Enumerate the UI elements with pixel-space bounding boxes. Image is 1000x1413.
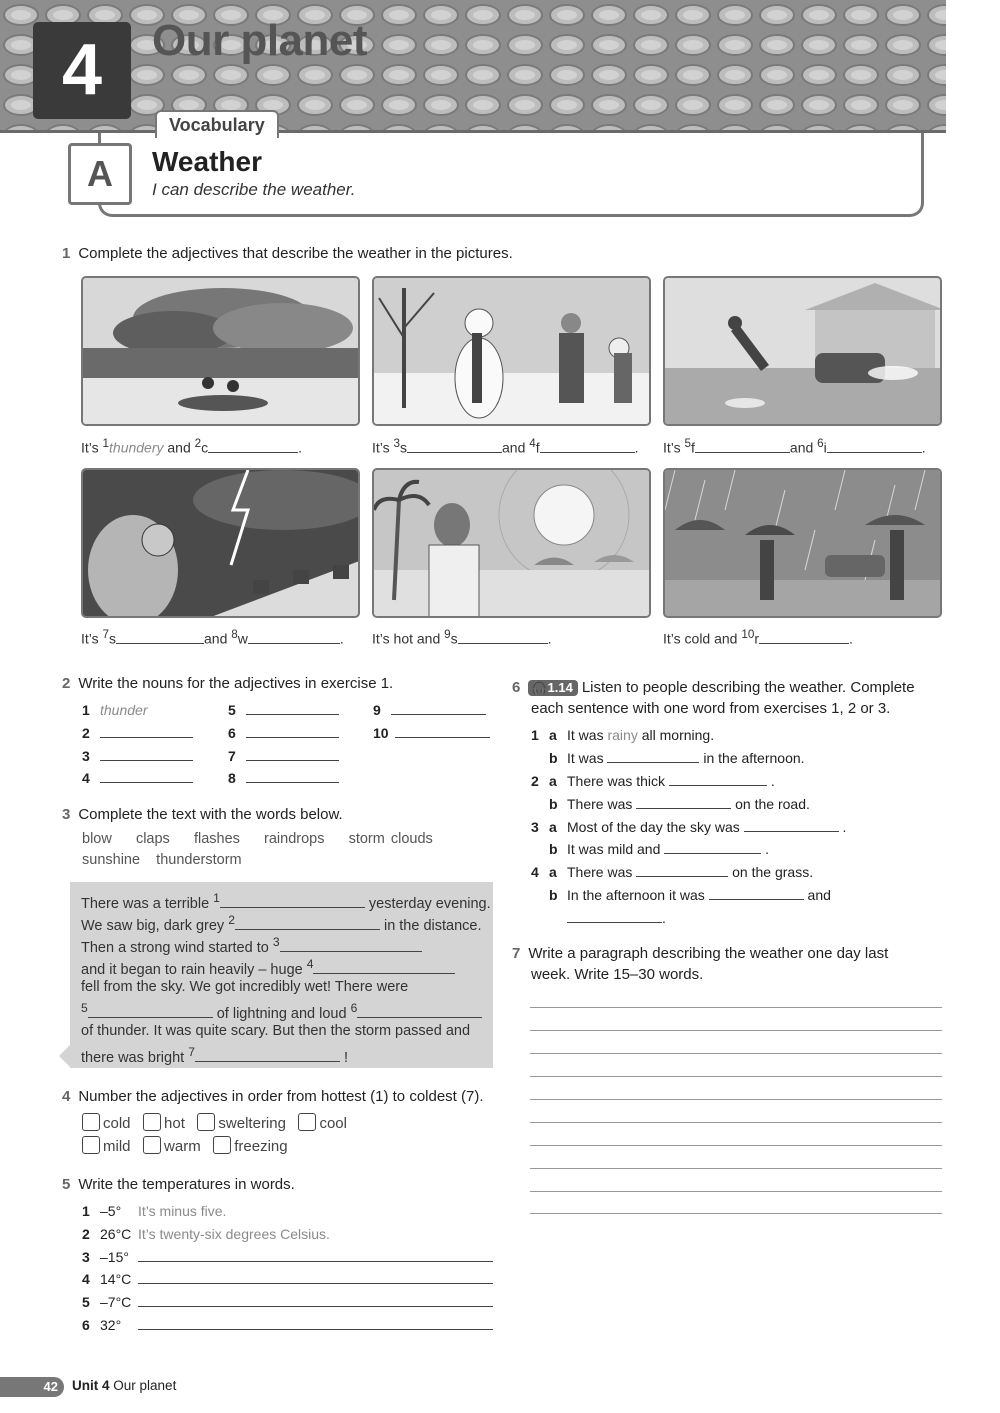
sentence-text: There was: [567, 796, 637, 812]
ex7-instruction-line-2: week. Write 15–30 words.: [531, 966, 704, 983]
item-number: 3: [82, 1249, 90, 1265]
ex6-number: 6: [512, 679, 521, 696]
sentence-text: in the afternoon.: [699, 750, 805, 766]
gap-number: 6: [350, 1001, 358, 1015]
answer-blank[interactable]: [248, 632, 340, 644]
item-number: 1: [82, 702, 90, 718]
text-fragment: Then a strong wind started to: [81, 939, 273, 956]
sentence-text: .: [766, 773, 775, 789]
text-line-1: [81, 891, 491, 912]
answer-line[interactable]: [138, 1318, 493, 1330]
word-box-line-1: [82, 831, 433, 847]
lesson-subtitle: I can describe the weather.: [152, 180, 356, 199]
gap-number: 7: [102, 628, 110, 641]
sunny-scene-illustration: [374, 470, 651, 618]
sentence-text: It was: [567, 750, 608, 766]
answer-blank[interactable]: [220, 896, 365, 908]
text-line-4: [81, 957, 455, 978]
answer-blank[interactable]: [280, 940, 422, 952]
item-number: 9: [373, 702, 381, 718]
ex7-heading: [512, 945, 888, 962]
adjective-label: cold: [103, 1115, 131, 1132]
ex5-item-5: [82, 1294, 493, 1310]
gap-number: 4: [306, 957, 314, 971]
adjective-label: hot: [164, 1115, 185, 1132]
answer-blank[interactable]: [391, 703, 486, 715]
writing-line[interactable]: [530, 1122, 942, 1123]
order-checkbox[interactable]: [298, 1113, 316, 1131]
gap-number: 5: [684, 437, 692, 450]
text-fragment: yesterday evening.: [364, 895, 491, 912]
footer-unit-label: [72, 1378, 176, 1393]
snowy-scene-illustration: [374, 278, 651, 426]
ex1-heading: [62, 245, 513, 262]
ex6-item-4b: [531, 887, 831, 903]
headphones-icon: 🎧: [531, 680, 548, 695]
sentence-text: .: [838, 819, 847, 835]
sentence-text: It was mild and: [567, 841, 665, 857]
thundery-scene-illustration: [83, 278, 360, 426]
caption-text: .: [339, 630, 344, 647]
page-number: 42: [0, 1377, 64, 1397]
caption-text: and: [789, 439, 818, 456]
answer-blank[interactable]: [664, 842, 761, 854]
picture-sunny-beach: [372, 468, 651, 618]
ex4-row-1: [82, 1113, 347, 1132]
item-number: 1: [82, 1203, 90, 1219]
writing-line[interactable]: [530, 1213, 942, 1214]
order-checkbox[interactable]: [143, 1113, 161, 1131]
item-number: 2: [531, 773, 539, 789]
ex5-heading: [62, 1176, 295, 1193]
item-number: 4: [82, 1271, 90, 1287]
first-letter: s: [400, 439, 408, 456]
ex1-number: 1: [62, 245, 71, 262]
writing-line[interactable]: [530, 1053, 942, 1054]
footer-title: Our planet: [113, 1378, 177, 1393]
gap-number: 8: [231, 628, 238, 641]
ex6-item-1a: [531, 727, 714, 743]
answer-blank[interactable]: [357, 1006, 482, 1018]
answer-blank[interactable]: [208, 441, 298, 453]
adjective-label: cool: [319, 1115, 347, 1132]
adjective-label: mild: [103, 1138, 131, 1155]
caption-text: .: [849, 630, 853, 647]
sentence-text: There was thick: [567, 773, 669, 789]
caption-text: and: [502, 439, 530, 456]
text-box-pointer: [59, 1044, 71, 1068]
gap-number: 3: [393, 437, 401, 450]
picture-foggy-icy: [663, 276, 942, 426]
answer-blank[interactable]: [695, 441, 790, 453]
gap-number: 6: [817, 437, 824, 450]
answer-blank[interactable]: [827, 441, 922, 453]
gap-number: 10: [741, 628, 755, 641]
writing-line[interactable]: [530, 1099, 942, 1100]
answer-blank[interactable]: [709, 888, 804, 900]
item-number: 5: [228, 702, 236, 718]
writing-line[interactable]: [530, 1007, 942, 1008]
ex5-item-1: [82, 1203, 226, 1219]
foggy-scene-illustration: [665, 278, 942, 426]
answer-blank[interactable]: [636, 797, 731, 809]
caption-text: .: [298, 439, 303, 456]
gap-number: 7: [188, 1045, 195, 1059]
sentence-text: and: [803, 887, 831, 903]
answer-blank[interactable]: [669, 774, 767, 786]
lesson-letter: A: [68, 143, 132, 205]
answer-blank[interactable]: [246, 749, 339, 761]
temperature-value: –5°: [100, 1203, 122, 1219]
ex6-item-3b: [531, 841, 769, 857]
text-fragment: and it began to rain heavily – huge: [81, 961, 307, 978]
answer-blank[interactable]: [567, 911, 662, 923]
example-answer: rainy: [607, 727, 638, 743]
caption-5: [372, 628, 552, 647]
example-answer: It’s twenty-six degrees Celsius.: [138, 1226, 330, 1242]
answer-blank[interactable]: [246, 726, 339, 738]
answer-blank[interactable]: [636, 865, 728, 877]
word-option: claps: [135, 831, 170, 847]
first-letter: f: [535, 439, 540, 456]
ex2-item-5: [228, 702, 339, 718]
banner-pattern: [0, 0, 946, 133]
text-fragment: We saw big, dark grey: [81, 917, 229, 934]
ex5-item-6: [82, 1317, 493, 1333]
answer-blank[interactable]: [246, 771, 339, 783]
first-letter: s: [450, 630, 458, 647]
item-letter: b: [549, 841, 558, 857]
adjective-label: sweltering: [218, 1115, 286, 1132]
word-box-line-2: [82, 852, 242, 868]
text-line-6: [81, 1001, 482, 1022]
story-text-box: [70, 882, 493, 1068]
caption-2: [372, 437, 639, 456]
gap-number: 1: [102, 437, 110, 450]
item-letter: a: [549, 864, 557, 880]
text-fragment: there was bright: [81, 1049, 189, 1066]
caption-1: [81, 437, 302, 456]
answer-blank[interactable]: [100, 726, 193, 738]
gap-number: 2: [194, 437, 202, 450]
sentence-text: on the road.: [731, 796, 810, 812]
answer-blank[interactable]: [246, 703, 339, 715]
item-number: 4: [82, 770, 90, 786]
item-letter: a: [549, 727, 557, 743]
text-fragment: of thunder. It was quite scary. But then the storm passed and: [81, 1023, 471, 1039]
order-checkbox[interactable]: [82, 1136, 100, 1154]
gap-number: 9: [444, 628, 451, 641]
item-number: 2: [82, 1226, 90, 1242]
first-letter: f: [691, 439, 695, 456]
answer-line[interactable]: [138, 1272, 493, 1284]
picture-snowman: [372, 276, 651, 426]
word-option: blow: [82, 831, 112, 847]
ex5-item-2: [82, 1226, 330, 1242]
word-option: thunderstorm: [156, 852, 242, 868]
item-letter: b: [549, 750, 558, 766]
ex2-instruction: Write the nouns for the adjectives in exercise 1.: [78, 675, 394, 692]
ex6-item-3a: [531, 819, 846, 835]
writing-line[interactable]: [530, 1030, 942, 1031]
gap-number: 5: [81, 1001, 88, 1015]
temperature-value: –7°C: [100, 1294, 132, 1310]
ex2-heading: [62, 675, 393, 692]
ex6-heading: [512, 679, 915, 696]
vocabulary-tab: Vocabulary: [155, 110, 279, 138]
ex3-instruction: Complete the text with the words below.: [78, 806, 343, 823]
answer-blank[interactable]: [395, 726, 490, 738]
example-answer: thundery: [109, 439, 164, 456]
item-number: 6: [82, 1317, 90, 1333]
word-option: storm clouds: [348, 831, 433, 847]
ex6-item-1b: [531, 750, 805, 766]
ex7-instruction-line-1: Write a paragraph describing the weather one day last: [528, 945, 889, 962]
first-letter: r: [754, 630, 759, 647]
caption-6: [663, 628, 853, 647]
ex4-instruction: Number the adjectives in order from hottest (1) to coldest (7).: [78, 1088, 484, 1105]
audio-track-number: 1.14: [547, 680, 573, 695]
sentence-text: Most of the day the sky was: [567, 819, 744, 835]
writing-line[interactable]: [530, 1145, 942, 1146]
item-number: 3: [531, 819, 539, 835]
gap-number: 3: [272, 935, 280, 949]
ex2-item-1: [82, 702, 147, 718]
ex2-item-4: [82, 770, 193, 786]
word-option: raindrops: [264, 831, 325, 847]
text-line-8: [81, 1045, 348, 1066]
item-number: 6: [228, 725, 236, 741]
stormy-scene-illustration: [83, 470, 360, 618]
item-number: 5: [82, 1294, 90, 1310]
writing-line[interactable]: [530, 1076, 942, 1077]
sentence-text: on the grass.: [728, 864, 814, 880]
lesson-title: Weather: [152, 146, 262, 177]
caption-4: [81, 628, 344, 647]
answer-blank[interactable]: [407, 441, 502, 453]
sentence-text: .: [662, 910, 666, 926]
ex5-item-4: [82, 1271, 493, 1287]
gap-number: 4: [529, 437, 536, 450]
caption-3: [663, 437, 926, 456]
answer-blank[interactable]: [195, 1050, 340, 1062]
caption-text: .: [921, 439, 926, 456]
ex5-instruction: Write the temperatures in words.: [78, 1176, 295, 1193]
word-option: sunshine: [82, 852, 141, 868]
item-number: 7: [228, 748, 236, 764]
caption-text: It’s: [81, 439, 103, 456]
first-letter: s: [109, 630, 117, 647]
order-checkbox[interactable]: [143, 1136, 161, 1154]
text-line-3: [81, 935, 422, 956]
gap-number: 2: [228, 913, 235, 927]
answer-blank[interactable]: [759, 632, 849, 644]
adjective-label: freezing: [234, 1138, 288, 1155]
item-number: 2: [82, 725, 90, 741]
ex2-item-7: [228, 748, 339, 764]
text-fragment: of lightning and loud: [212, 1005, 351, 1022]
footer-unit: Unit 4: [72, 1378, 110, 1393]
ex4-row-2: [82, 1136, 288, 1155]
item-letter: b: [549, 887, 558, 903]
caption-text: and: [204, 630, 232, 647]
ex2-number: 2: [62, 675, 71, 692]
writing-line[interactable]: [530, 1168, 942, 1169]
text-fragment: fell from the sky. We got incredibly wet! There were: [81, 979, 409, 995]
ex6-item-4b-continued: [567, 910, 666, 926]
answer-blank[interactable]: [607, 751, 699, 763]
unit-number-badge: 4: [33, 22, 131, 119]
page-title: Our planet: [152, 16, 368, 65]
picture-rainy-street: [663, 468, 942, 618]
ex6-item-4a: [531, 864, 813, 880]
ex2-item-9: [373, 702, 486, 718]
item-letter: b: [549, 796, 558, 812]
text-line-7: [81, 1023, 470, 1039]
ex4-number: 4: [62, 1088, 71, 1105]
item-number: 1: [531, 727, 539, 743]
ex6-instruction-line-1: Listen to people describing the weather. Complete: [581, 679, 915, 696]
ex2-item-3: [82, 748, 193, 764]
ex2-item-8: [228, 770, 339, 786]
picture-stormy-windy: [81, 468, 360, 618]
caption-text: It’s cold and: [663, 630, 742, 647]
sentence-text: There was: [567, 864, 637, 880]
answer-blank[interactable]: [313, 962, 455, 974]
example-answer: It’s minus five.: [138, 1203, 227, 1219]
sentence-text: all morning.: [637, 727, 715, 743]
caption-text: It’s: [663, 439, 685, 456]
answer-blank[interactable]: [100, 749, 193, 761]
audio-track-badge[interactable]: [528, 680, 578, 696]
example-answer: thunder: [100, 702, 148, 718]
header-banner: [0, 0, 946, 133]
caption-text: It’s hot and: [372, 630, 445, 647]
answer-blank[interactable]: [88, 1006, 213, 1018]
gap-number: 1: [213, 891, 220, 905]
adjective-label: warm: [164, 1138, 201, 1155]
ex6-instruction-line-2: each sentence with one word from exercises 1, 2 or 3.: [531, 700, 891, 717]
caption-text: .: [547, 630, 552, 647]
item-letter: a: [549, 773, 557, 789]
text-fragment: There was a terrible: [81, 895, 214, 912]
text-line-5: [81, 979, 408, 995]
temperature-value: 14°C: [100, 1271, 132, 1287]
picture-thundery-lake: [81, 276, 360, 426]
sentence-text: .: [761, 841, 770, 857]
answer-blank[interactable]: [235, 918, 380, 930]
first-letter: i: [823, 439, 827, 456]
answer-line[interactable]: [138, 1295, 493, 1307]
ex6-item-2b: [531, 796, 810, 812]
ex2-item-2: [82, 725, 193, 741]
word-option: flashes: [193, 831, 240, 847]
text-fragment: !: [339, 1049, 348, 1066]
writing-line[interactable]: [530, 1191, 942, 1192]
ex3-heading: [62, 806, 343, 823]
caption-text: and: [163, 439, 195, 456]
ex5-number: 5: [62, 1176, 71, 1193]
item-number: 3: [82, 748, 90, 764]
answer-line[interactable]: [138, 1250, 493, 1262]
item-number: 4: [531, 864, 539, 880]
rainy-scene-illustration: [665, 470, 942, 618]
temperature-value: 32°: [100, 1317, 122, 1333]
order-checkbox[interactable]: [213, 1136, 231, 1154]
ex1-instruction: Complete the adjectives that describe the weather in the pictures.: [78, 245, 513, 262]
order-checkbox[interactable]: [197, 1113, 215, 1131]
sentence-text: In the afternoon it was: [567, 887, 709, 903]
answer-blank[interactable]: [116, 632, 204, 644]
answer-blank[interactable]: [744, 820, 839, 832]
answer-blank[interactable]: [458, 632, 548, 644]
ex3-number: 3: [62, 806, 71, 823]
caption-text: It’s: [372, 439, 394, 456]
ex4-heading: [62, 1088, 484, 1105]
order-checkbox[interactable]: [82, 1113, 100, 1131]
item-number: 8: [228, 770, 236, 786]
caption-text: It’s: [81, 630, 103, 647]
answer-blank[interactable]: [100, 771, 193, 783]
ex6-item-2a: [531, 773, 775, 789]
text-line-2: [81, 913, 482, 934]
first-letter: c: [201, 439, 209, 456]
temperature-value: –15°: [100, 1249, 129, 1265]
text-fragment: in the distance.: [379, 917, 482, 934]
answer-blank[interactable]: [540, 441, 635, 453]
sentence-text: It was: [567, 727, 608, 743]
ex2-item-6: [228, 725, 339, 741]
item-number: 10: [373, 725, 389, 741]
ex2-item-10: [373, 725, 490, 741]
temperature-value: 26°C: [100, 1226, 132, 1242]
caption-text: .: [634, 439, 639, 456]
item-letter: a: [549, 819, 557, 835]
ex5-item-3: [82, 1249, 493, 1265]
first-letter: w: [237, 630, 248, 647]
ex7-number: 7: [512, 945, 521, 962]
